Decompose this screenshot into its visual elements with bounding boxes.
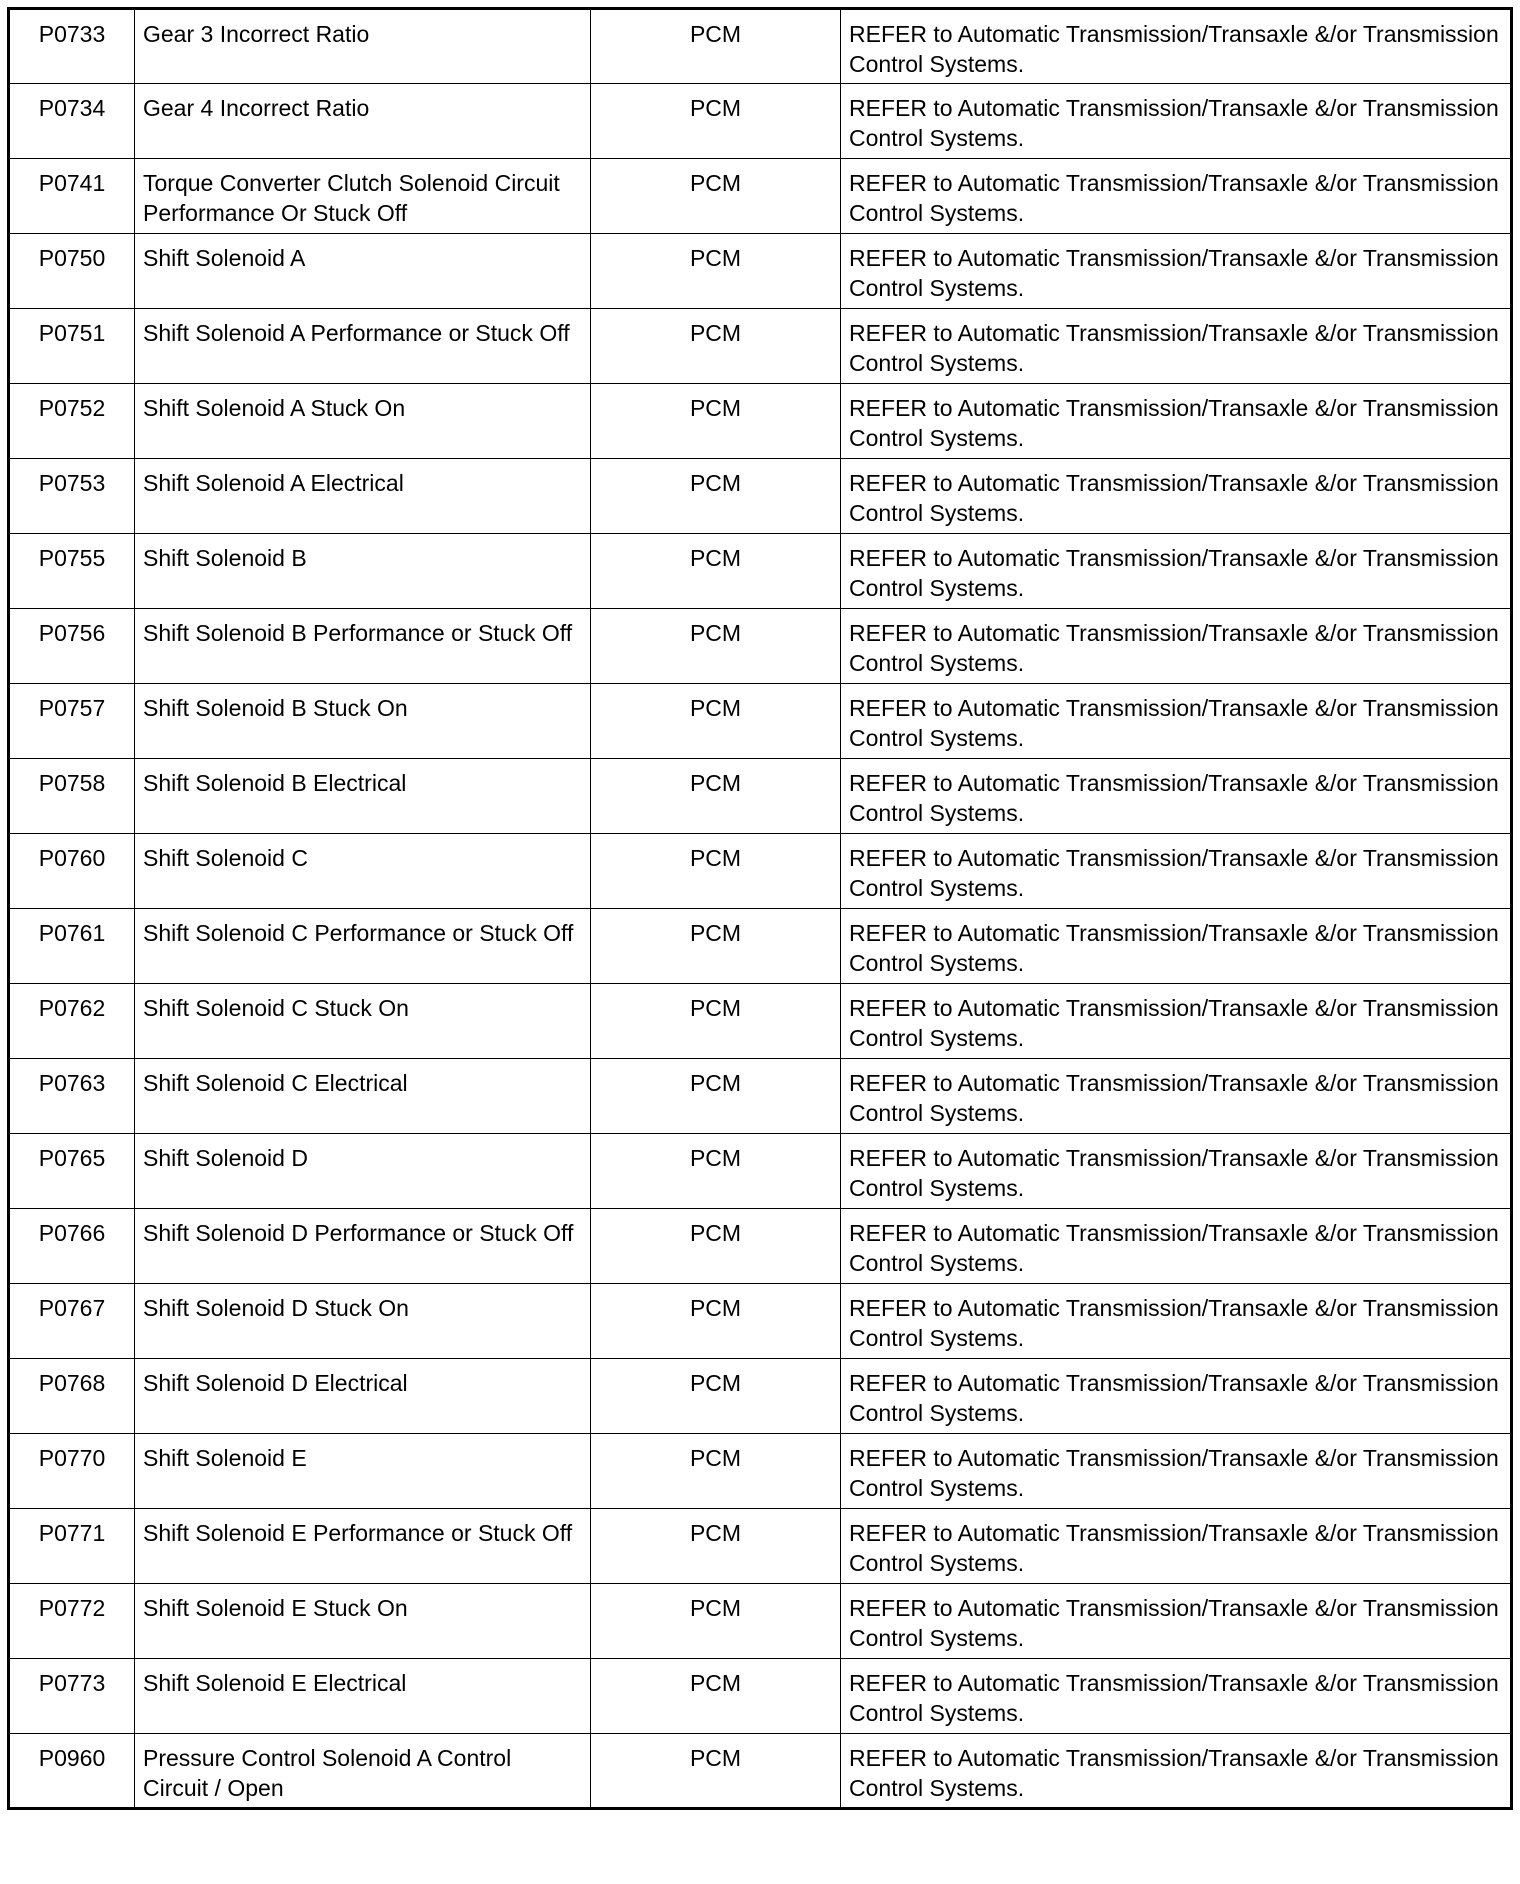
- dtc-code: P0755: [9, 534, 135, 609]
- dtc-description: Gear 4 Incorrect Ratio: [135, 84, 591, 159]
- dtc-code: P0760: [9, 834, 135, 909]
- dtc-code: P0767: [9, 1284, 135, 1359]
- table-row: [9, 1734, 1512, 1809]
- table-row: [9, 759, 1512, 834]
- dtc-description: Shift Solenoid A Stuck On: [135, 384, 591, 459]
- dtc-module: PCM: [591, 234, 841, 309]
- dtc-action: REFER to Automatic Transmission/Transaxle &/or Transmission Control Systems.: [841, 1659, 1512, 1734]
- dtc-code: P0750: [9, 234, 135, 309]
- dtc-module: PCM: [591, 1584, 841, 1659]
- table-row: [9, 1209, 1512, 1284]
- dtc-description: Shift Solenoid D: [135, 1134, 591, 1209]
- dtc-module: PCM: [591, 609, 841, 684]
- table-row: [9, 159, 1512, 234]
- dtc-description: Shift Solenoid E Performance or Stuck Off: [135, 1509, 591, 1584]
- dtc-module: PCM: [591, 1659, 841, 1734]
- dtc-module: PCM: [591, 1434, 841, 1509]
- dtc-description: Shift Solenoid A Performance or Stuck Off: [135, 309, 591, 384]
- dtc-code: P0773: [9, 1659, 135, 1734]
- table-row: [9, 684, 1512, 759]
- dtc-description: Pressure Control Solenoid A Control Circuit / Open: [135, 1734, 591, 1809]
- table-row: [9, 1659, 1512, 1734]
- dtc-module: PCM: [591, 684, 841, 759]
- dtc-action: REFER to Automatic Transmission/Transaxle &/or Transmission Control Systems.: [841, 1134, 1512, 1209]
- dtc-description: Shift Solenoid A Electrical: [135, 459, 591, 534]
- dtc-module: PCM: [591, 834, 841, 909]
- dtc-code: P0765: [9, 1134, 135, 1209]
- table-row: [9, 459, 1512, 534]
- dtc-description: Torque Converter Clutch Solenoid Circuit Performance Or Stuck Off: [135, 159, 591, 234]
- dtc-module: PCM: [591, 459, 841, 534]
- dtc-code: P0761: [9, 909, 135, 984]
- dtc-module: PCM: [591, 1734, 841, 1809]
- dtc-code: P0741: [9, 159, 135, 234]
- dtc-action: REFER to Automatic Transmission/Transaxle &/or Transmission Control Systems.: [841, 1059, 1512, 1134]
- dtc-action: REFER to Automatic Transmission/Transaxle &/or Transmission Control Systems.: [841, 834, 1512, 909]
- table-row: [9, 309, 1512, 384]
- dtc-description: Shift Solenoid B Electrical: [135, 759, 591, 834]
- dtc-action: REFER to Automatic Transmission/Transaxle &/or Transmission Control Systems.: [841, 1434, 1512, 1509]
- dtc-action: REFER to Automatic Transmission/Transaxle &/or Transmission Control Systems.: [841, 459, 1512, 534]
- table-row: [9, 1284, 1512, 1359]
- table-row: [9, 9, 1512, 84]
- dtc-description: Gear 3 Incorrect Ratio: [135, 9, 591, 84]
- dtc-code: P0758: [9, 759, 135, 834]
- dtc-description: Shift Solenoid B Stuck On: [135, 684, 591, 759]
- dtc-module: PCM: [591, 1359, 841, 1434]
- dtc-module: PCM: [591, 1134, 841, 1209]
- dtc-description: Shift Solenoid B: [135, 534, 591, 609]
- dtc-description: Shift Solenoid E: [135, 1434, 591, 1509]
- dtc-module: PCM: [591, 159, 841, 234]
- dtc-table-body: [9, 9, 1512, 1809]
- table-row: [9, 1509, 1512, 1584]
- dtc-action: REFER to Automatic Transmission/Transaxle &/or Transmission Control Systems.: [841, 84, 1512, 159]
- dtc-module: PCM: [591, 309, 841, 384]
- dtc-action: REFER to Automatic Transmission/Transaxle &/or Transmission Control Systems.: [841, 984, 1512, 1059]
- dtc-action: REFER to Automatic Transmission/Transaxle &/or Transmission Control Systems.: [841, 1209, 1512, 1284]
- table-row: [9, 1059, 1512, 1134]
- dtc-description: Shift Solenoid E Electrical: [135, 1659, 591, 1734]
- dtc-code: P0751: [9, 309, 135, 384]
- dtc-description: Shift Solenoid C Performance or Stuck Off: [135, 909, 591, 984]
- dtc-module: PCM: [591, 534, 841, 609]
- dtc-action: REFER to Automatic Transmission/Transaxle &/or Transmission Control Systems.: [841, 1284, 1512, 1359]
- table-row: [9, 1359, 1512, 1434]
- table-row: [9, 609, 1512, 684]
- dtc-code: P0752: [9, 384, 135, 459]
- table-row: [9, 909, 1512, 984]
- dtc-description: Shift Solenoid C Stuck On: [135, 984, 591, 1059]
- dtc-module: PCM: [591, 1284, 841, 1359]
- dtc-action: REFER to Automatic Transmission/Transaxle &/or Transmission Control Systems.: [841, 1734, 1512, 1809]
- table-row: [9, 234, 1512, 309]
- dtc-code: P0733: [9, 9, 135, 84]
- dtc-action: REFER to Automatic Transmission/Transaxle &/or Transmission Control Systems.: [841, 609, 1512, 684]
- dtc-module: PCM: [591, 1509, 841, 1584]
- dtc-action: REFER to Automatic Transmission/Transaxle &/or Transmission Control Systems.: [841, 384, 1512, 459]
- dtc-action: REFER to Automatic Transmission/Transaxle &/or Transmission Control Systems.: [841, 759, 1512, 834]
- dtc-module: PCM: [591, 384, 841, 459]
- dtc-code: P0768: [9, 1359, 135, 1434]
- dtc-action: REFER to Automatic Transmission/Transaxle &/or Transmission Control Systems.: [841, 684, 1512, 759]
- dtc-action: REFER to Automatic Transmission/Transaxle &/or Transmission Control Systems.: [841, 1584, 1512, 1659]
- table-row: [9, 984, 1512, 1059]
- dtc-code: P0960: [9, 1734, 135, 1809]
- dtc-description: Shift Solenoid C: [135, 834, 591, 909]
- dtc-module: PCM: [591, 759, 841, 834]
- dtc-action: REFER to Automatic Transmission/Transaxle &/or Transmission Control Systems.: [841, 1509, 1512, 1584]
- table-row: [9, 1434, 1512, 1509]
- table-row: [9, 834, 1512, 909]
- dtc-description: Shift Solenoid D Performance or Stuck Off: [135, 1209, 591, 1284]
- dtc-action: REFER to Automatic Transmission/Transaxle &/or Transmission Control Systems.: [841, 1359, 1512, 1434]
- dtc-action: REFER to Automatic Transmission/Transaxle &/or Transmission Control Systems.: [841, 159, 1512, 234]
- table-row: [9, 534, 1512, 609]
- dtc-code: P0756: [9, 609, 135, 684]
- dtc-module: PCM: [591, 84, 841, 159]
- dtc-code: P0772: [9, 1584, 135, 1659]
- dtc-description: Shift Solenoid E Stuck On: [135, 1584, 591, 1659]
- table-row: [9, 384, 1512, 459]
- dtc-code: P0771: [9, 1509, 135, 1584]
- dtc-module: PCM: [591, 1059, 841, 1134]
- dtc-description: Shift Solenoid D Stuck On: [135, 1284, 591, 1359]
- dtc-module: PCM: [591, 1209, 841, 1284]
- dtc-action: REFER to Automatic Transmission/Transaxle &/or Transmission Control Systems.: [841, 909, 1512, 984]
- dtc-table: [7, 7, 1513, 1810]
- dtc-description: Shift Solenoid B Performance or Stuck Off: [135, 609, 591, 684]
- dtc-action: REFER to Automatic Transmission/Transaxle &/or Transmission Control Systems.: [841, 309, 1512, 384]
- dtc-module: PCM: [591, 9, 841, 84]
- dtc-code: P0753: [9, 459, 135, 534]
- dtc-code: P0757: [9, 684, 135, 759]
- table-row: [9, 1584, 1512, 1659]
- dtc-action: REFER to Automatic Transmission/Transaxle &/or Transmission Control Systems.: [841, 9, 1512, 84]
- dtc-action: REFER to Automatic Transmission/Transaxle &/or Transmission Control Systems.: [841, 534, 1512, 609]
- dtc-code: P0766: [9, 1209, 135, 1284]
- dtc-code: P0770: [9, 1434, 135, 1509]
- dtc-code: P0763: [9, 1059, 135, 1134]
- dtc-description: Shift Solenoid C Electrical: [135, 1059, 591, 1134]
- dtc-action: REFER to Automatic Transmission/Transaxle &/or Transmission Control Systems.: [841, 234, 1512, 309]
- dtc-description: Shift Solenoid A: [135, 234, 591, 309]
- table-row: [9, 84, 1512, 159]
- table-row: [9, 1134, 1512, 1209]
- dtc-code: P0734: [9, 84, 135, 159]
- dtc-module: PCM: [591, 909, 841, 984]
- dtc-code: P0762: [9, 984, 135, 1059]
- dtc-description: Shift Solenoid D Electrical: [135, 1359, 591, 1434]
- dtc-module: PCM: [591, 984, 841, 1059]
